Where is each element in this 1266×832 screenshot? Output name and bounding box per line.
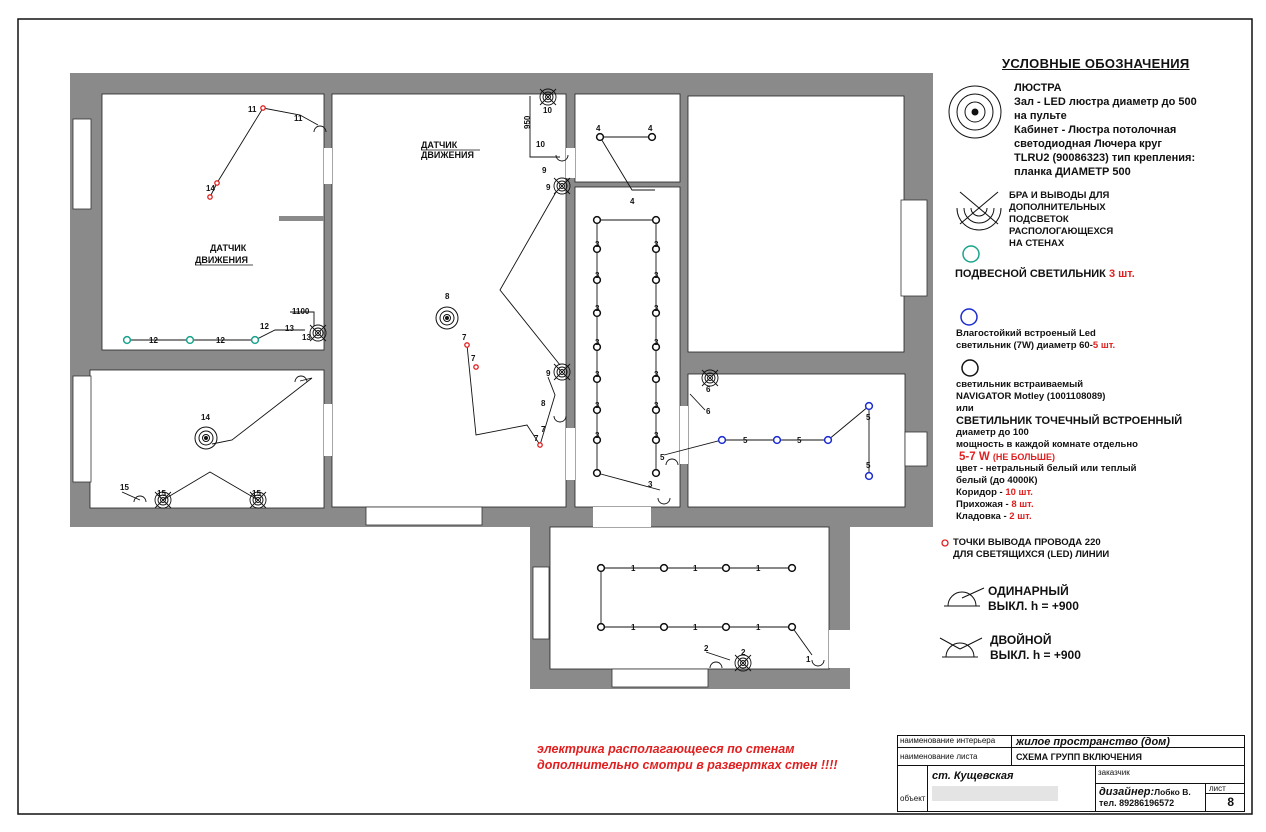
group-number: 1	[756, 564, 761, 573]
room-storage	[575, 94, 680, 182]
group-number: 3	[595, 240, 600, 249]
group-number: 15	[157, 489, 166, 498]
group-number: 9	[546, 183, 551, 192]
pendant-light	[187, 337, 194, 344]
group-number: 8	[541, 399, 546, 408]
waterproof-legend-icon	[961, 309, 977, 325]
group-number: 3	[595, 370, 600, 379]
group-number: 14	[201, 413, 210, 422]
group-number: 4	[596, 124, 601, 133]
group-number: 3	[654, 338, 659, 347]
group-number: 3	[654, 401, 659, 410]
group-number: 3	[595, 401, 600, 410]
legend-wire-points: ТОЧКИ ВЫВОДА ПРОВОДА 220 ДЛЯ СВЕТЯЩИХСЯ (LED) ЛИНИИ	[953, 537, 1110, 560]
legend-symbols	[940, 86, 1001, 657]
sconce-legend-icon	[957, 192, 1001, 230]
group-number: 7	[462, 333, 467, 342]
group-number: 1	[693, 564, 698, 573]
group-number: 12	[216, 336, 225, 345]
title-block	[897, 735, 1245, 812]
group-number: 3	[654, 240, 659, 249]
group-number: 15	[252, 489, 261, 498]
pendant-legend-icon	[963, 246, 979, 262]
customer-label: заказчик	[1096, 766, 1244, 784]
rooms	[90, 94, 905, 669]
group-number: 12	[260, 322, 269, 331]
group-number: 12	[149, 336, 158, 345]
room-hall	[550, 527, 829, 669]
sheet-name-label: наименование листа	[898, 748, 1012, 766]
room-kitchen	[688, 96, 904, 352]
wire-point	[538, 443, 542, 447]
group-number: 14	[206, 184, 215, 193]
sheet-label: лист	[1206, 784, 1244, 794]
group-number: 1	[806, 655, 811, 664]
legend-double-switch: ДВОЙНОЙ ВЫКЛ. h = +900	[990, 633, 1081, 662]
spot-light	[598, 565, 605, 572]
sheet-number: 8	[1227, 795, 1234, 809]
group-number: 3	[654, 304, 659, 313]
chandelier-legend-icon	[949, 86, 1001, 138]
group-number: 1	[631, 564, 636, 573]
group-number: 3	[654, 431, 659, 440]
group-number: 10	[536, 140, 545, 149]
single-switch-legend-icon	[944, 588, 984, 606]
legend-title: УСЛОВНЫЕ ОБОЗНАЧЕНИЯ	[1002, 56, 1190, 71]
spot-light	[653, 470, 660, 477]
spot-light	[597, 134, 604, 141]
group-number: 1	[693, 623, 698, 632]
wire-point-legend-icon	[942, 540, 948, 546]
motion-sensor-label-living-2: ДВИЖЕНИЯ	[421, 150, 474, 160]
motion-sensor-label-living: ДАТЧИК	[421, 140, 458, 150]
group-number: 6	[706, 407, 711, 416]
group-number: 3	[595, 304, 600, 313]
group-number: 3	[654, 271, 659, 280]
group-number: 10	[543, 106, 552, 115]
group-number: 6	[706, 385, 711, 394]
spot-light	[598, 624, 605, 631]
group-number: 2	[741, 648, 746, 657]
group-number: 1	[631, 623, 636, 632]
group-number: 3	[595, 271, 600, 280]
designer-block: дизайнер:Лобко В. тел. 89286196572	[1096, 784, 1206, 811]
wire-point	[215, 181, 219, 185]
interior-label: наименование интерьера	[898, 736, 1012, 748]
group-number: 3	[648, 480, 653, 489]
spot-light	[789, 624, 796, 631]
waterproof-light	[825, 437, 832, 444]
legend-chandelier: ЛЮСТРА Зал - LED люстра диаметр до 500 на пульте Кабинет - Люстра потолочная светодиодная Лючера круг TLRU2 (90086323) тип крепления: планка ДИАМЕТР 500	[1014, 82, 1197, 178]
group-number: 5	[743, 436, 748, 445]
group-number: 7	[471, 354, 476, 363]
spot-light	[649, 134, 656, 141]
group-number: 3	[595, 431, 600, 440]
pendant-light	[124, 337, 131, 344]
sheet-name-value: СХЕМА ГРУПП ВКЛЮЧЕНИЯ	[1012, 748, 1244, 766]
group-number: 1	[756, 623, 761, 632]
legend-pendant: ПОДВЕСНОЙ СВЕТИЛЬНИК 3 шт.	[955, 268, 1135, 280]
group-number: 9	[542, 166, 547, 175]
spot-light	[594, 470, 601, 477]
wire-point	[474, 365, 478, 369]
spot-light	[661, 624, 668, 631]
waterproof-light	[866, 473, 873, 480]
group-number: 8	[445, 292, 450, 301]
spot-light	[594, 217, 601, 224]
legend-waterproof: Влагостойкий встроеный Led светильник (7W) диаметр 60-5 шт.	[956, 328, 1116, 351]
motion-sensor-label-study-2: ДВИЖЕНИЯ	[195, 255, 248, 265]
group-number: 4	[648, 124, 653, 133]
group-number: 7	[541, 425, 546, 434]
spot-light	[661, 565, 668, 572]
interior-value: жилое пространство (дом)	[1012, 736, 1244, 748]
group-number: 4	[630, 197, 635, 206]
object-value: ст. Кущевская	[928, 766, 1096, 811]
spot-light	[723, 565, 730, 572]
dimension-1100: 1100	[292, 307, 310, 316]
group-number: 11	[248, 105, 257, 114]
group-number: 3	[654, 370, 659, 379]
spot-light	[789, 565, 796, 572]
dimension-950: 950	[523, 115, 532, 129]
wire-point	[208, 195, 212, 199]
group-number: 15	[120, 483, 129, 492]
group-number: 9	[546, 369, 551, 378]
spot-light	[653, 217, 660, 224]
group-number: 3	[595, 338, 600, 347]
group-number: 13	[302, 333, 311, 342]
object-label: объект	[898, 766, 928, 811]
group-number: 5	[797, 436, 802, 445]
group-number: 7	[534, 434, 539, 443]
waterproof-light	[774, 437, 781, 444]
spot-legend-icon	[962, 360, 978, 376]
redacted-field	[932, 786, 1058, 801]
double-switch-legend-icon	[940, 638, 982, 657]
waterproof-light	[866, 403, 873, 410]
legend-single-switch: ОДИНАРНЫЙ ВЫКЛ. h = +900	[988, 584, 1079, 613]
spot-light	[723, 624, 730, 631]
pendant-light	[252, 337, 259, 344]
group-number: 11	[294, 114, 303, 123]
wall-electrics-note: электрика располагающееся по стенам дополнительно смотри в развертках стен !!!!	[537, 742, 838, 772]
group-number: 2	[704, 644, 709, 653]
group-number: 5	[866, 413, 871, 422]
legend-spot: светильник встраиваемый NAVIGATOR Motley (1001108089) или СВЕТИЛЬНИК ТОЧЕЧНЫЙ ВСТРОЕННЫЙ диаметр до 100 мощность в каждой комнате отдельно 5-7 W (НЕ БОЛЬШЕ) цвет - нетральный белый или теплый белый (до 4000К) Коридор - 10 шт. Прихожая - 8 шт. Кладовка - 2 шт.	[956, 379, 1183, 522]
motion-sensor-label-study: ДАТЧИК	[210, 243, 247, 253]
waterproof-light	[719, 437, 726, 444]
wire-point	[261, 106, 265, 110]
group-number: 13	[285, 324, 294, 333]
wire-point	[465, 343, 469, 347]
legend-sconce: БРА И ВЫВОДЫ ДЛЯ ДОПОЛНИТЕЛЬНЫХ ПОДСВЕТОК РАСПОЛОГАЮЩЕХСЯ НА СТЕНАХ	[1009, 190, 1114, 249]
group-number: 5	[660, 453, 665, 462]
group-number: 5	[866, 461, 871, 470]
